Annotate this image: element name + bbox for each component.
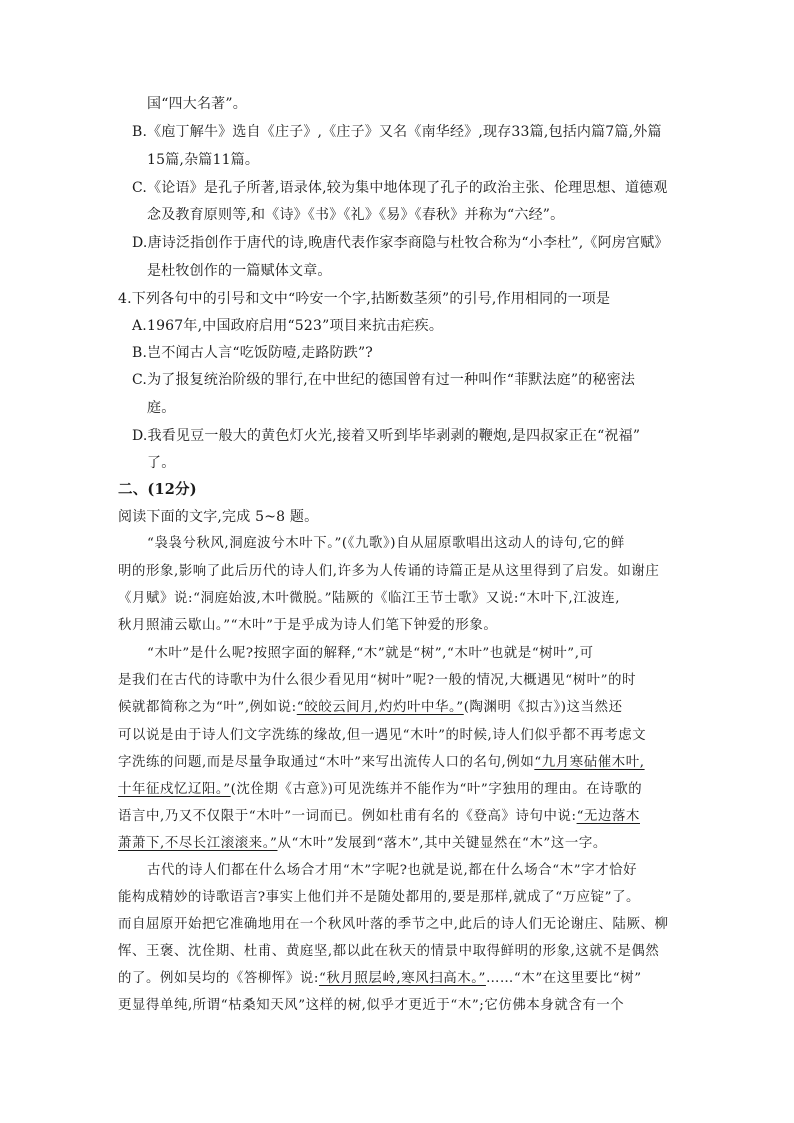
q4-option-a: A.1967年,中国政府启用“523”项目来抗击疟疾。 [132,318,444,334]
passage-p1-line1: “袅袅兮秋风,洞庭波兮木叶下。”(《九歌》)自从屈原歌唱出这动人的诗句,它的鲜 [147,536,625,551]
passage-p2-line7 [118,808,640,826]
underlined-quote: “无边落木 [576,809,640,824]
passage-p2-line5 [118,754,645,772]
q4-stem: 4.下列各句中的引号和文中“吟安一个字,拈断数茎须”的引号,作用相同的一项是 [118,291,611,307]
passage-p3-line1: 古代的诗人们都在什么场合才用“木”字呢?也就是说,都在什么场合“木”字才恰好 [147,863,638,878]
underlined-quote: “皎皎云间月,灼灼叶中华。” [296,700,464,715]
q3-option-d-line1: D.唐诗泛指创作于唐代的诗,晚唐代表作家李商隐与杜牧合称为“小李杜”,《阿房宫赋》 [132,235,669,251]
underlined-quote: “九月寒砧催木叶, [534,755,645,770]
section-heading: 二、(12分) [118,481,197,498]
passage-text: 字洗练的问题,而是尽量争取通过“木叶”来写出流传人口的名句,例如 [118,755,535,770]
q4-option-d-line1: D.我看见豆一般大的黄色灯火光,接着又听到毕毕剥剥的鞭炮,是四叔家正在“祝福” [132,428,641,444]
passage-text: 语言中,乃又不仅限于“木叶”一词而已。例如杜甫有名的《登高》诗句中说: [118,809,577,824]
passage-text: 的了。例如吴均的《答柳恽》说: [118,971,319,986]
passage-p2-line4: 可以说是由于诗人们文字洗练的缘故,但一遇见“木叶”的时候,诗人们似乎都不再考虑文 [118,728,647,743]
underlined-quote: 十年征戍忆辽阳。” [118,782,231,797]
passage-p2-line6 [118,781,642,799]
passage-p3-line4: 恽、王褒、沈佺期、杜甫、黄庭坚,都以此在秋天的情景中取得鲜明的形象,这就不是偶然 [118,944,660,959]
q3-option-d-line2: 是杜牧创作的一篇赋体文章。 [147,263,332,279]
q4-option-b: B.岂不闻古人言“吃饭防噎,走路防跌”? [132,345,374,361]
passage-p2-line2: 是我们在古代的诗歌中为什么很少看见用“树叶”呢?一般的情况,大概遇见“树叶”的时 [118,673,637,688]
underlined-quote: 萧萧下,不尽长江滚滚来。” [118,836,278,851]
passage-text: (沈佺期《古意》)可见洗练并不能作为“叶”字独用的理由。在诗歌的 [230,782,643,797]
passage-p3-line2: 能构成精妙的诗歌语言?事实上他们并不是随处都用的,要是那样,就成了“万应锭”了。 [118,890,641,905]
q3-option-c-line1: C.《论语》是孔子所著,语录体,较为集中地体现了孔子的政治主张、伦理思想、道德观 [132,180,668,196]
passage-p2-line3 [118,699,623,717]
passage-text: (陶渊明《拟古》)这当然还 [463,700,623,715]
q3-option-b-line2: 15篇,杂篇11篇。 [147,152,260,168]
passage-p3-line6: 更显得单纯,所谓“枯桑知天风”这样的树,似乎才更近于“木”;它仿佛本身就含有一个 [118,998,625,1013]
underlined-quote: “秋月照层岭,寒风扫高木。” [318,971,486,986]
q3-option-c-line2: 念及教育原则等,和《诗》《书》《礼》《易》《春秋》并称为“六经”。 [147,207,565,223]
passage-text: 候就都简称之为“叶”,例如说: [118,700,297,715]
passage-p2-line8 [118,835,607,853]
passage-text: ……“木”在这里要比“树” [485,971,642,986]
passage-p1-line4: 秋月照浦云歇山。”“木叶”于是乎成为诗人们笔下钟爱的形象。 [118,618,498,633]
passage-p3-line5 [118,970,642,988]
passage-p1-line2: 明的形象,影响了此后历代的诗人们,许多为人传诵的诗篇正是从这里得到了启发。如谢庄 [118,564,660,579]
passage-p1-line3: 《月赋》说:“洞庭始波,木叶微脱。”陆厥的《临江王节士歌》又说:“木叶下,江波连, [118,591,621,606]
q3-option-a-continuation: 国“四大名著”。 [147,96,247,112]
q3-option-b-line1: B.《庖丁解牛》选自《庄子》,《庄子》又名《南华经》,现存33篇,包括内篇7篇,外篇 [132,124,662,140]
q4-option-d-line2: 了。 [147,455,176,471]
q4-option-c-line2: 庭。 [147,400,176,416]
q4-option-c-line1: C.为了报复统治阶级的罪行,在中世纪的德国曾有过一种叫作“菲默法庭”的秘密法 [132,372,636,388]
passage-text: 从“木叶”发展到“落木”,其中关键显然在“木”这一字。 [277,836,607,851]
passage-p2-line1: “木叶”是什么呢?按照字面的解释,“木”就是“树”,“木叶”也就是“树叶”,可 [147,646,594,661]
passage-p3-line3: 而自屈原开始把它准确地用在一个秋风叶落的季节之中,此后的诗人们无论谢庄、陆厥、柳 [118,917,669,932]
section-instruction: 阅读下面的文字,完成 5~8 题。 [118,509,319,525]
